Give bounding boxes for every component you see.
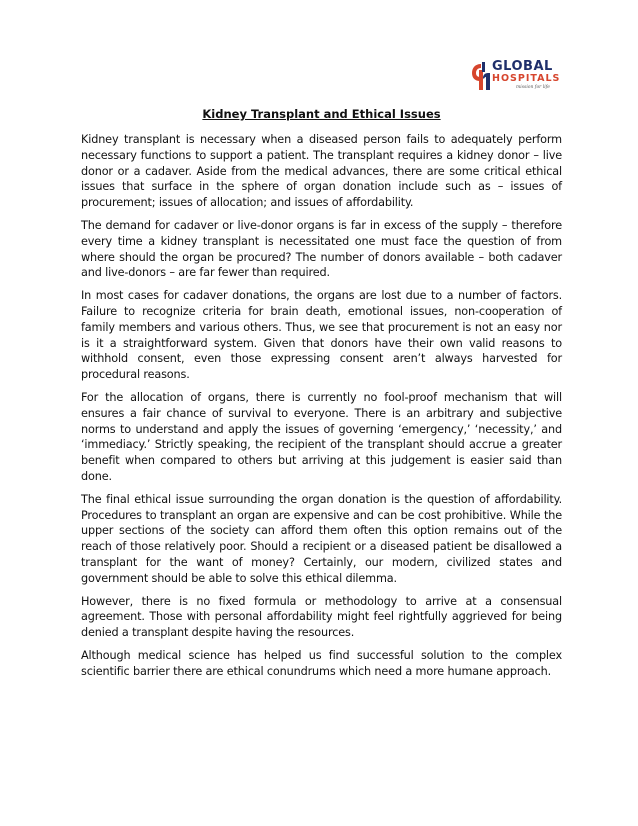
logo-tagline: mission for life [516,84,550,90]
logo-brand-text: GLOBAL [492,59,553,74]
paragraph: For the allocation of organs, there is currently no fool-proof mechanism that will ensures a fair chance of survival to everyone. There is an arbitrary and subjective norms to understand and apply the issues of governing ‘emergency,’ ‘necessity,’ and ‘immediacy.’ Strictly speaking, the recipient of the transplant should accrue a greater benefit when compared to others but arriving at this judgement is easier said than done. [81,390,562,483]
paragraph: In most cases for cadaver donations, the organs are lost due to a number of factors. Failure to recognize criteria for brain death, emotional issues, non-cooperation of family members and various others. Thus, we see that procurement is not an easy nor is it a straightforward system. Given that donors have their own valid reasons to withhold consent, even those expressing consent aren’t always harvested for procedural reasons. [81,289,562,382]
global-hospitals-logo [470,58,570,96]
gh-monogram-icon [470,58,492,92]
document-title: Kidney Transplant and Ethical Issues [202,107,441,121]
paragraph: The demand for cadaver or live-donor organs is far in excess of the supply – therefore every time a kidney transplant is necessitated one must face the question of from where should the organ be procured? The number of donors available – both cadaver and live-donors – are far fewer than required. [81,218,562,280]
paragraph: Although medical science has helped us find successful solution to the complex scientific barrier there are ethical conundrums which need a more humane approach. [81,648,562,678]
paragraph: Kidney transplant is necessary when a diseased person fails to adequately perform necessary functions to support a patient. The transplant requires a kidney donor – live donor or a cadaver. Aside from the medical advances, there are some critical ethical issues that surface in the sphere of organ donation include such as – issues of procurement; issues of allocation; and issues of affordability. [81,133,562,210]
paragraph: The final ethical issue surrounding the organ donation is the question of affordability. Procedures to transplant an organ are expensive and can be cost prohibitive. While the upper sections of the society can afford them often this option remains out of the reach of those relatively poor. Should a recipient or a diseased patient be disallowed a transplant for the want of money? Certainly, our modern, civilized states and government should be able to solve this ethical dilemma. [81,492,562,585]
paragraph: However, there is no fixed formula or methodology to arrive at a consensual agreement. Those with personal affordability might feel rightfully aggrieved for being denied a transplant despite having the resources. [81,594,562,640]
document-body [81,107,562,687]
logo-subbrand-text: HOSPITALS [492,73,561,84]
